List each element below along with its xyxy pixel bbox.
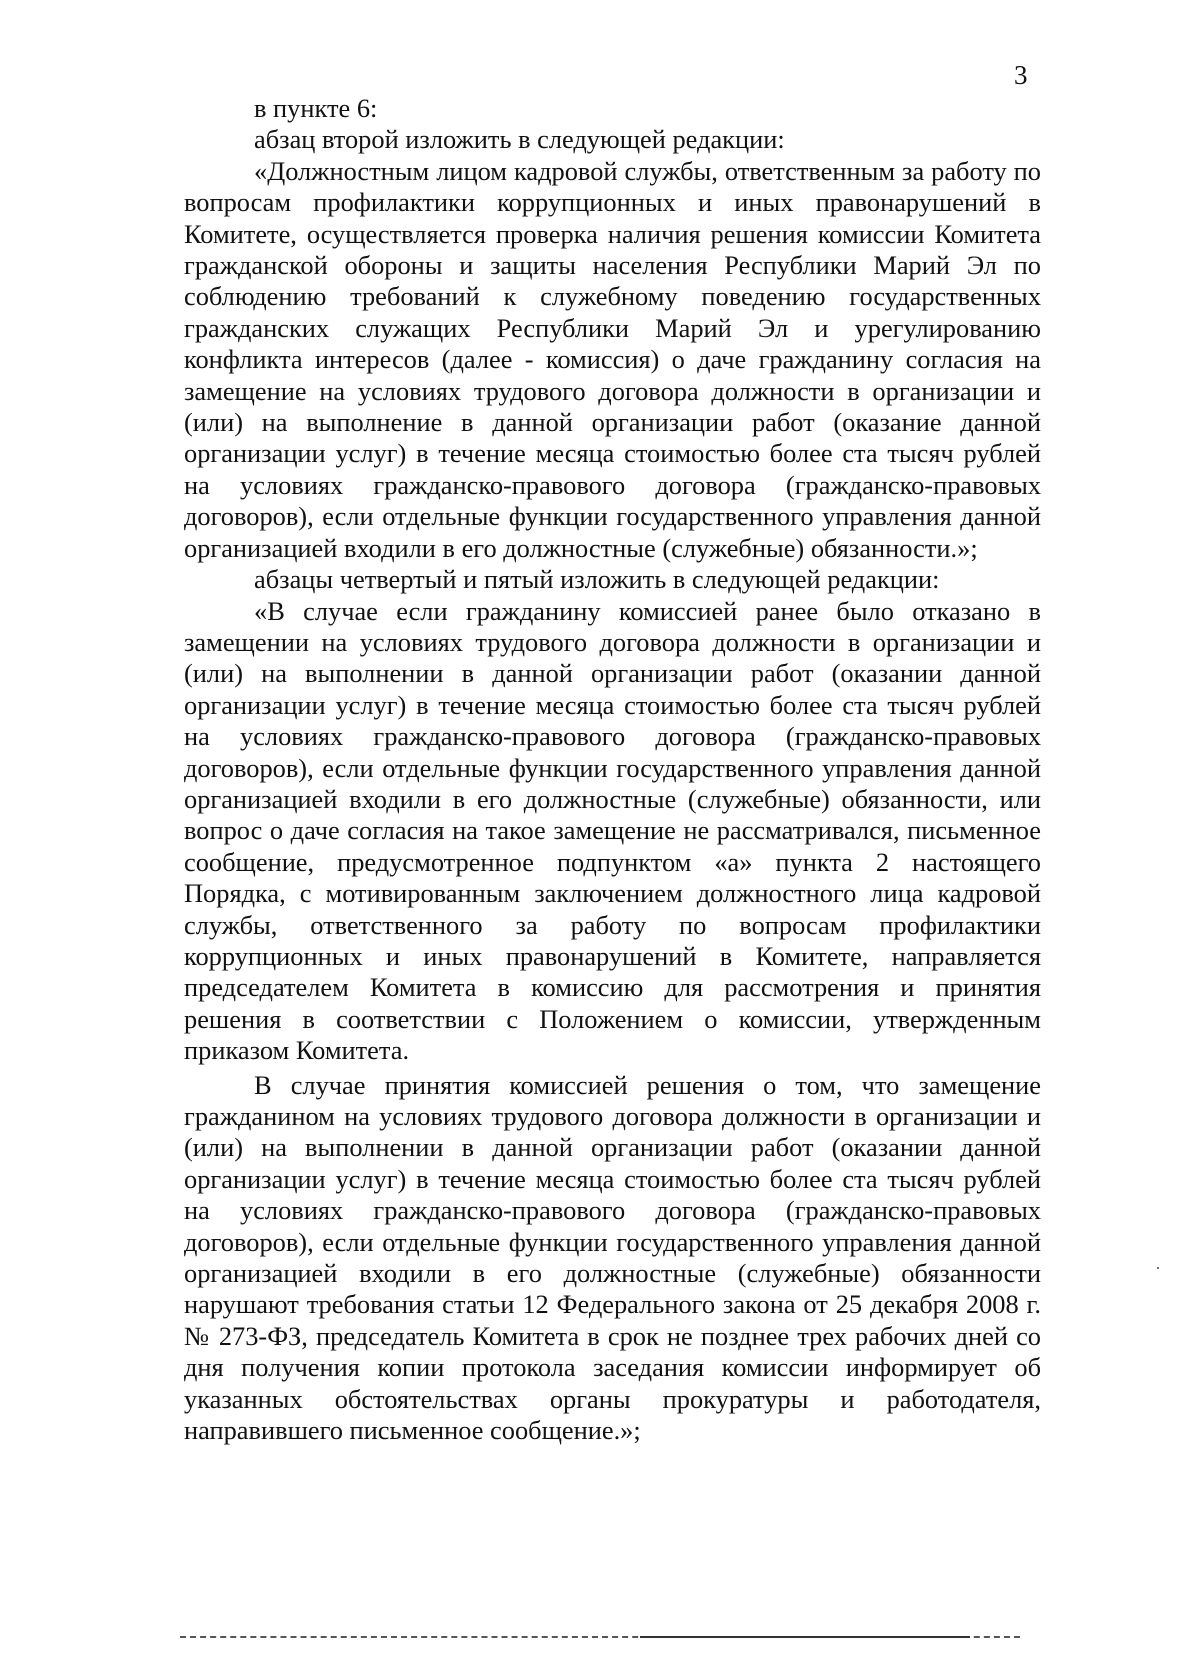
paragraph-fourth-fifth-instruction: абзацы четвертый и пятый изложить в следующей редакции: bbox=[254, 564, 940, 595]
paragraph-fourth-abzac-text: «В случае если гражданину комиссией ранее было отказано в замещении на условиях трудового договора должности в организации и (или) на выполнении в данной организации работ (оказании данной организации услуг) в течение месяца стоимостью более ста тысяч рублей на условиях гражданско-правового договора (гражданско-правовых договоров), если отдельные функции государственного управления данной организацией входили в его должностные (служебные) обязанности, или вопрос о даче согласия на такое замещение не рассматривался, письменное сообщение, предусмотренное подпунктом «а» пункта 2 настоящего Порядка, с мотивированным заключением должностного лица кадровой службы, ответственного за работу по вопросам профилактики коррупционных и иных правонарушений в Комитете, направляется председателем Комитета в комиссию для рассмотрения и принятия решения в соответствии с Положением о комиссии, утвержденным приказом Комитета. bbox=[184, 595, 1041, 1066]
paragraph-fifth-abzac-text: В случае принятия комиссией решения о том, что замещение гражданином на условиях трудового договора должности в организации и (или) на выполнении в данной организации работ (оказании данной организации услуг) в течение месяца стоимостью более ста тысяч рублей на условиях гражданско-правового договора (гражданско-правовых договоров), если отдельные функции государственного управления данной организацией входили в его должностные (служебные) обязанности нарушают требования статьи 12 Федерального закона от 25 декабря 2008 г. № 273-ФЗ, председатель Комитета в срок не позднее трех рабочих дней со дня получения копии протокола заседания комиссии информирует об указанных обстоятельствах органы прокуратуры и работодателя, направившего письменное сообщение.»; bbox=[184, 1069, 1041, 1446]
paragraph-point-6: в пункте 6: bbox=[254, 93, 378, 123]
document-body bbox=[184, 93, 1041, 1446]
page-number: 3 bbox=[1014, 60, 1028, 90]
paragraph-second-abzac-instruction: абзац второй изложить в следующей редакции: bbox=[254, 124, 785, 155]
scan-speck bbox=[1157, 1267, 1159, 1269]
footer-solid-rule bbox=[640, 1636, 970, 1638]
paragraph-second-abzac-text: «Должностным лицом кадровой службы, ответственным за работу по вопросам профилактики коррупционных и иных правонарушений в Комитете, осуществляется проверка наличия решения комиссии Комитета гражданской обороны и защиты населения Республики Марий Эл по соблюдению требований к служебному поведению государственных гражданских служащих Республики Марий Эл и урегулированию конфликта интересов (далее - комиссия) о даче гражданину согласия на замещение на условиях трудового договора должности в организации и (или) на выполнение в данной организации работ (оказание данной организации услуг) в течение месяца стоимостью более ста тысяч рублей на условиях гражданско-правового договора (гражданско-правовых договоров), если отдельные функции государственного управления данной организацией входили в его должностные (служебные) обязанности.»; bbox=[184, 155, 1041, 563]
